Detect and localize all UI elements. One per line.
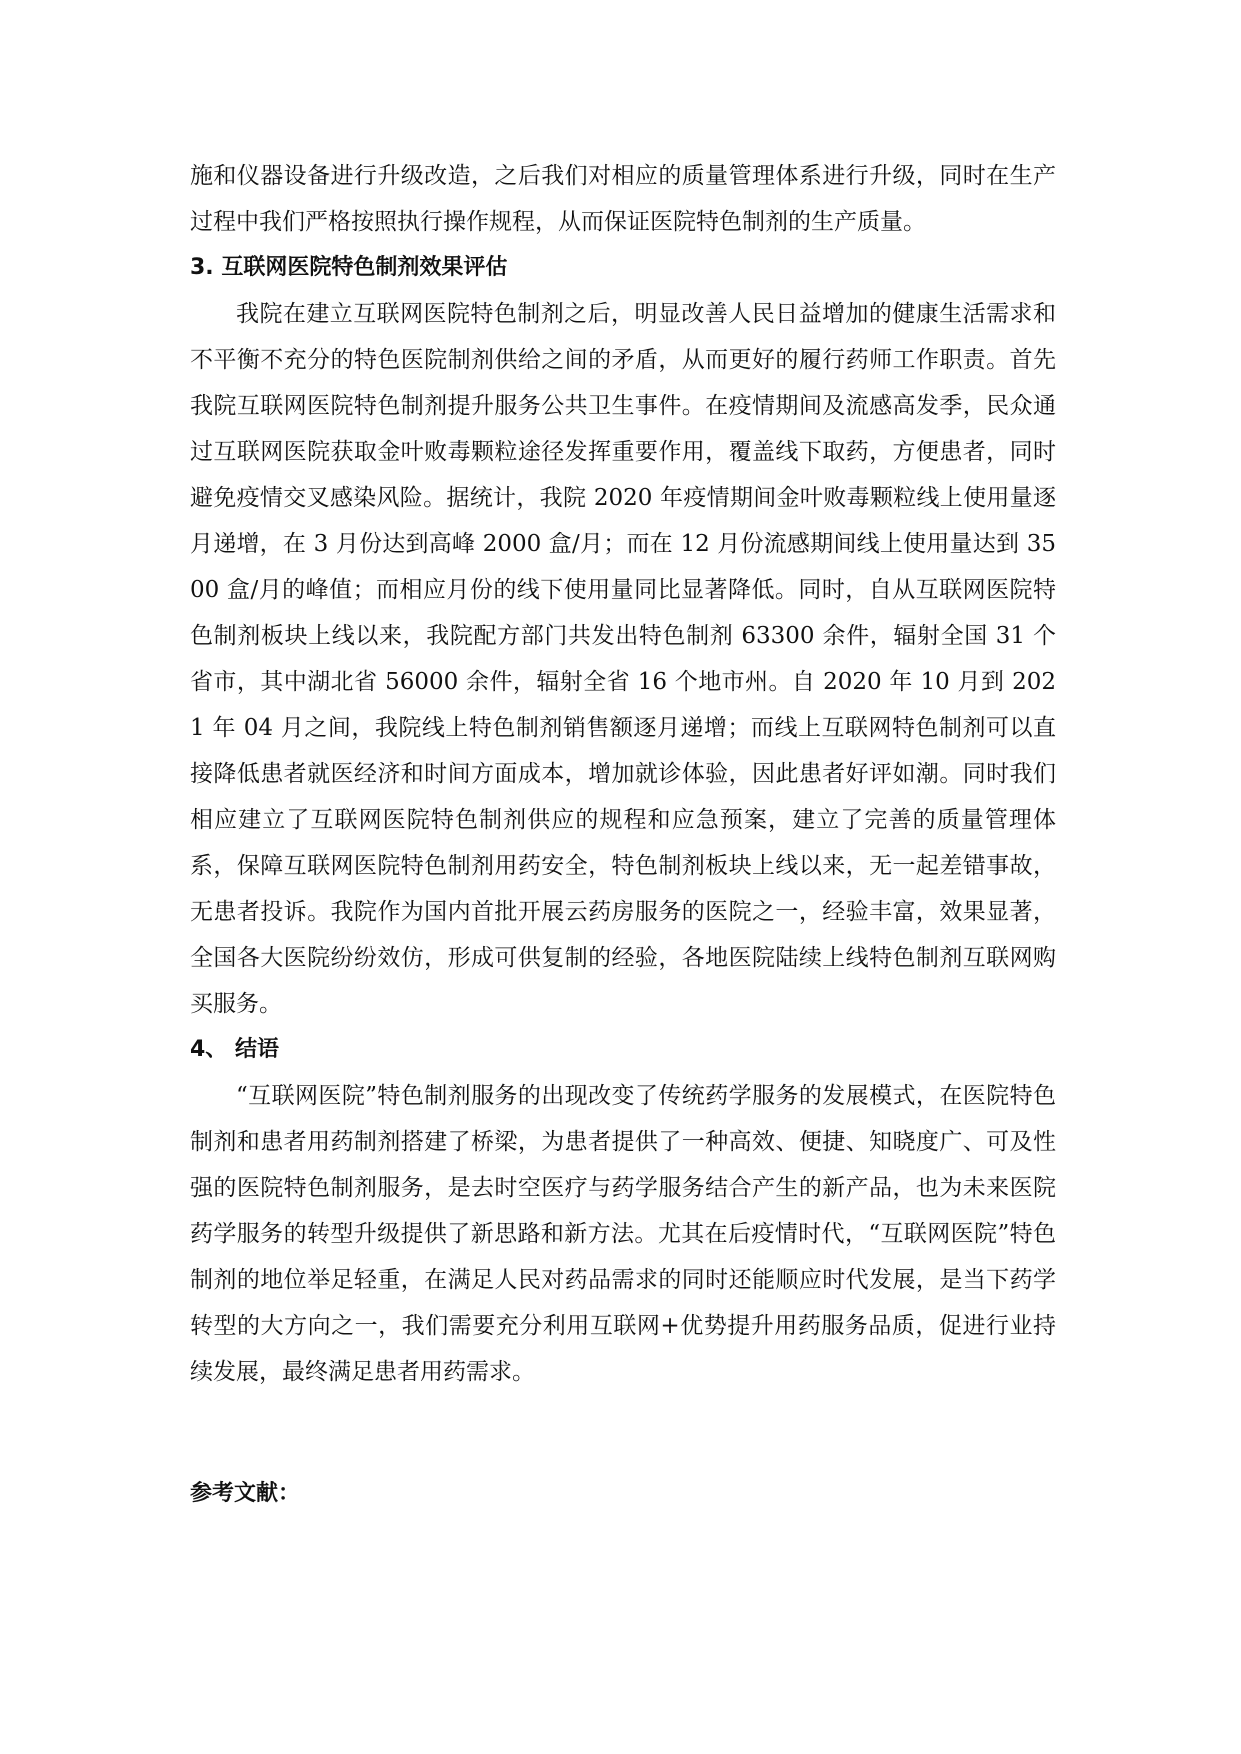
section-4-paragraph: “互联网医院”特色制剂服务的出现改变了传统药学服务的发展模式，在医院特色制剂和患者用药制剂搭建了桥梁，为患者提供了一种高效、便捷、知晓度广、可及性强的医院特色制剂服务，是去时空医疗与药学服务结合产生的新产品，也为未来医院药学服务的转型升级提供了新思路和新方法。尤其在后疫情时代，“互联网医院”特色制剂的地位举足轻重，在满足人民对药品需求的同时还能顺应时代发展，是当下药学转型的大方向之一，我们需要充分利用互联网+优势提升用药服务品质，促进行业持续发展，最终满足患者用药需求。 bbox=[190, 1083, 1056, 1385]
intro-paragraph: 施和仪器设备进行升级改造，之后我们对相应的质量管理体系进行升级，同时在生产过程中我们严格按照执行操作规程，从而保证医院特色制剂的生产质量。 bbox=[190, 163, 1056, 235]
section-4-heading: 4、 结语 bbox=[190, 1037, 279, 1062]
references-heading: 参考文献： bbox=[190, 1481, 301, 1506]
section-3-paragraph: 我院在建立互联网医院特色制剂之后，明显改善人民日益增加的健康生活需求和不平衡不充分的特色医院制剂供给之间的矛盾，从而更好的履行药师工作职责。首先我院互联网医院特色制剂提升服务公共卫生事件。在疫情期间及流感高发季，民众通过互联网医院获取金叶败毒颗粒途径发挥重要作用，覆盖线下取药，方便患者，同时避免疫情交叉感染风险。据统计，我院 2020 年疫情期间金叶败毒颗粒线上使用量逐月递增，在 3 月份达到高峰 2000 盒/月；而在 12 月份流感期间线上使用量达到 3500 盒/月的峰值；而相应月份的线下使用量同比显著降低。同时，自从互联网医院特色制剂板块上线以来，我院配方部门共发出特色制剂 63300 余件，辐射全国 31 个省市，其中湖北省 56000 余件，辐射全省 16 个地市州。自 2020 年 10 月到 2021 年 04 月之间，我院线上特色制剂销售额逐月递增；而线上互联网特色制剂可以直接降低患者就医经济和时间方面成本，增加就诊体验，因此患者好评如潮。同时我们相应建立了互联网医院特色制剂供应的规程和应急预案，建立了完善的质量管理体系，保障互联网医院特色制剂用药安全，特色制剂板块上线以来，无一起差错事故，无患者投诉。我院作为国内首批开展云药房服务的医院之一，经验丰富，效果显著，全国各大医院纷纷效仿，形成可供复制的经验，各地医院陆续上线特色制剂互联网购买服务。 bbox=[190, 301, 1056, 1017]
section-3-heading: 3. 互联网医院特色制剂效果评估 bbox=[190, 255, 508, 280]
page-content bbox=[190, 153, 1056, 1517]
